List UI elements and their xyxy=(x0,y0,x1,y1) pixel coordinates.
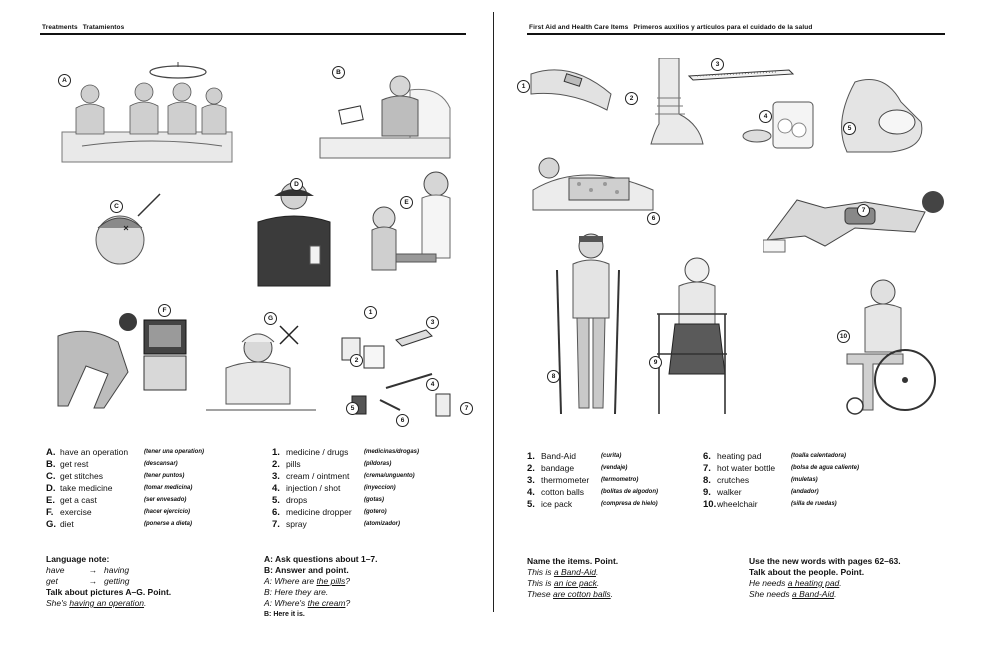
header-title-en: First Aid and Health Care Items xyxy=(529,24,629,31)
scene-label-f: F xyxy=(158,304,171,317)
item-label-10: 10 xyxy=(837,330,850,343)
header-title-es: Tratamientos xyxy=(82,24,125,31)
use-words-heading: Use the new words with pages 62–63. xyxy=(749,556,901,566)
qa-instruction-a: A: Ask questions about 1–7. xyxy=(264,554,378,564)
list-item: 2. pills (píldoras) xyxy=(272,459,392,470)
qa-block xyxy=(264,554,474,620)
first-aid-vocab-list xyxy=(527,450,727,510)
ice-pack-illustration xyxy=(835,72,935,158)
stitches-illustration xyxy=(68,192,178,282)
example-line: This is a Band-Aid. xyxy=(527,567,599,577)
list-item: 6. heating pad (toalla calentadora) xyxy=(703,451,847,462)
list-item: 8. crutches (muletas) xyxy=(703,475,818,486)
walker-illustration xyxy=(647,254,737,420)
qa-line: A: Where's the cream? xyxy=(264,598,351,608)
left-page xyxy=(0,0,490,651)
scene-label-c: C xyxy=(110,200,123,213)
item-label-9: 9 xyxy=(649,356,662,369)
take-medicine-illustration xyxy=(244,176,340,292)
list-item: 4. cotton balls (bolitas de algodon) xyxy=(527,487,658,498)
use-words-subheading: Talk about the people. Point. xyxy=(749,567,865,577)
list-item: 1. Band-Aid (curita) xyxy=(527,451,622,462)
list-item: C. get stitches (tener puntos) xyxy=(46,471,185,482)
list-item: 10.wheelchair (silla de ruedas) xyxy=(703,499,837,510)
list-item: F. exercise (hacer ejercicio) xyxy=(46,507,191,518)
item-label-2: 2 xyxy=(625,92,638,105)
name-items-heading: Name the items. Point. xyxy=(527,556,619,566)
right-page xyxy=(497,0,981,651)
example-line: She needs a Band-Aid. xyxy=(749,589,837,599)
example-line: This is an ice pack. xyxy=(527,578,600,588)
medicine-vocab-list xyxy=(272,446,472,530)
list-item: 1. medicine / drugs (medicinas/drogas) xyxy=(272,447,420,458)
header-title-en: Treatments xyxy=(42,24,78,31)
item-label-5: 5 xyxy=(346,402,359,415)
name-items-block xyxy=(527,556,727,600)
wheelchair-illustration xyxy=(827,276,937,424)
example-line: These are cotton balls. xyxy=(527,589,614,599)
item-label-3: 3 xyxy=(426,316,439,329)
list-item: 4. injection / shot (inyeccion) xyxy=(272,483,396,494)
language-note-example: She's having an operation. xyxy=(46,598,147,608)
qa-line: B: Here it is. xyxy=(264,611,305,618)
item-label-4: 4 xyxy=(426,378,439,391)
scene-label-d: D xyxy=(290,178,303,191)
rest-illustration xyxy=(300,60,460,170)
item-label-2: 2 xyxy=(350,354,363,367)
exercise-illustration xyxy=(48,306,198,416)
heating-pad-illustration xyxy=(529,150,659,222)
item-label-5: 5 xyxy=(843,122,856,135)
item-label-8: 8 xyxy=(547,370,560,383)
qa-line: B: Here they are. xyxy=(264,587,329,597)
thermometer-illustration xyxy=(687,66,797,82)
language-note-task: Talk about pictures A–G. Point. xyxy=(46,587,172,597)
list-item: 6. medicine dropper (gotero) xyxy=(272,507,387,518)
treatments-vocab-list xyxy=(46,446,256,530)
list-item: 5. drops (gotas) xyxy=(272,495,384,506)
item-label-3: 3 xyxy=(711,58,724,71)
right-page-header xyxy=(529,24,812,31)
page-divider xyxy=(493,12,494,612)
arrow-icon: → xyxy=(88,576,98,586)
header-title-es: Primeros auxilios y artículos para el cuidado de la salud xyxy=(633,24,813,31)
cotton-balls-illustration xyxy=(737,96,817,156)
list-item: D. take medicine (tomar medicina) xyxy=(46,483,193,494)
language-note xyxy=(46,554,256,609)
scene-label-g: G xyxy=(264,312,277,325)
language-note-heading: Language note: xyxy=(46,554,110,564)
qa-instruction-b: B: Answer and point. xyxy=(264,565,349,575)
arrow-icon: → xyxy=(88,565,98,575)
left-page-header xyxy=(42,24,124,31)
list-item: 3. cream / ointment (crema/unguento) xyxy=(272,471,415,482)
crutches-illustration xyxy=(547,228,627,424)
list-item: A. have an operation (tener una operation) xyxy=(46,447,205,458)
item-label-6: 6 xyxy=(396,414,409,427)
item-label-7: 7 xyxy=(857,204,870,217)
item-label-1: 1 xyxy=(517,80,530,93)
cast-illustration xyxy=(360,166,470,280)
list-item: E. get a cast (ser envesado) xyxy=(46,495,187,506)
list-item: B. get rest (descansar) xyxy=(46,459,178,470)
example-line: He needs a heating pad. xyxy=(749,578,842,588)
scene-label-e: E xyxy=(400,196,413,209)
use-words-block xyxy=(749,556,969,600)
language-note-row: have → having xyxy=(46,565,130,575)
item-label-1: 1 xyxy=(364,306,377,319)
list-item: 5. ice pack (compresa de hielo) xyxy=(527,499,658,510)
operation-illustration xyxy=(52,62,242,172)
health-care-vocab-list xyxy=(703,450,943,510)
hot-water-bottle-illustration xyxy=(763,180,949,264)
list-item: 2. bandage (vendaje) xyxy=(527,463,628,474)
item-label-6: 6 xyxy=(647,212,660,225)
qa-line: A: Where are the pills? xyxy=(264,576,350,586)
scene-label-b: B xyxy=(332,66,345,79)
header-rule xyxy=(40,33,466,35)
list-item: 7. spray (atomizador) xyxy=(272,519,400,530)
item-label-7: 7 xyxy=(460,402,473,415)
band-aid-illustration xyxy=(527,54,617,114)
list-item: 9. walker (andador) xyxy=(703,487,819,498)
item-label-4: 4 xyxy=(759,110,772,123)
scene-label-a: A xyxy=(58,74,71,87)
list-item: 7. hot water bottle (bolsa de agua caliente) xyxy=(703,463,860,474)
list-item: G. diet (ponerse a dieta) xyxy=(46,519,193,530)
language-note-row: get → getting xyxy=(46,576,130,586)
list-item: 3. thermometer (termometro) xyxy=(527,475,639,486)
header-rule xyxy=(527,33,945,35)
diet-illustration xyxy=(206,318,316,422)
